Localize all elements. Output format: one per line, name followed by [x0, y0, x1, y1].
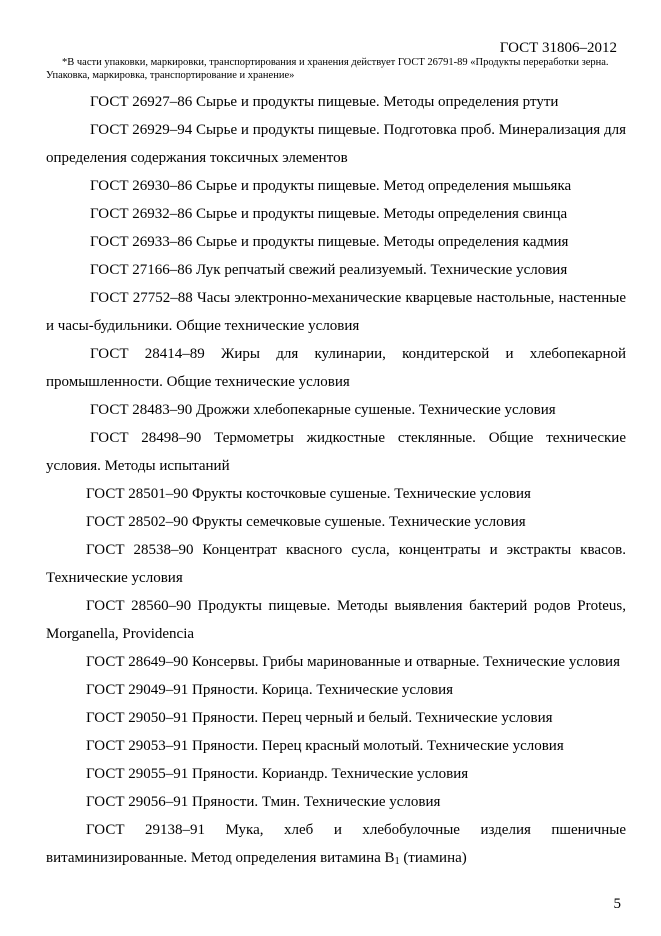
standard-entry: ГОСТ 27166–86 Лук репчатый свежий реализуемый. Технические условия	[90, 262, 568, 278]
standard-entry: ГОСТ 26930–86 Сырье и продукты пищевые. Метод определения мышьяка	[90, 178, 572, 194]
document-code-header: ГОСТ 31806–2012	[499, 40, 617, 56]
standard-entry: ГОСТ 28483–90 Дрожжи хлебопекарные сушеные. Технические условия	[90, 402, 556, 418]
standard-entry: ГОСТ 29050–91 Пряности. Перец черный и белый. Технические условия	[86, 710, 553, 726]
standard-entry: ГОСТ 29056–91 Пряности. Тмин. Технические условия	[86, 794, 441, 810]
standard-entry-suffix: (тиамина)	[399, 850, 467, 866]
standard-entry: ГОСТ 29053–91 Пряности. Перец красный молотый. Технические условия	[86, 738, 564, 754]
standard-entry-last	[46, 816, 626, 872]
footnote: *В части упаковки, маркировки, транспортирования и хранения действует ГОСТ 26791-89 «Продукты переработки зерна. Упаковка, маркировка, транспортирование и хранение»	[46, 57, 609, 81]
standard-entry: ГОСТ 28502–90 Фрукты семечковые сушеные. Технические условия	[86, 514, 526, 530]
standard-entry: ГОСТ 28649–90 Консервы. Грибы маринованные и отварные. Технические условия	[86, 654, 620, 670]
standard-entry: ГОСТ 26929–94 Сырье и продукты пищевые. Подготовка проб. Минерализация для определения содержания токсичных элементов	[46, 122, 626, 166]
standard-entry: ГОСТ 29055–91 Пряности. Кориандр. Технические условия	[86, 766, 469, 782]
standard-entry: ГОСТ 28498–90 Термометры жидкостные стеклянные. Общие технические условия. Методы испытаний	[46, 430, 626, 474]
standard-entry: ГОСТ 28414–89 Жиры для кулинарии, кондитерской и хлебопекарной промышленности. Общие технические условия	[46, 346, 626, 390]
page-number: 5	[613, 896, 621, 912]
standard-entry: ГОСТ 26933–86 Сырье и продукты пищевые. Методы определения кадмия	[90, 234, 569, 250]
standard-entry: ГОСТ 28538–90 Концентрат квасного сусла, концентраты и экстракты квасов. Технические условия	[46, 542, 626, 586]
standards-list	[46, 88, 626, 872]
standard-entry-text: ГОСТ 29138–91 Мука, хлеб и хлебобулочные изделия пшеничные витаминизированные. Метод определения витамина B	[46, 822, 626, 866]
vitamin-subscript: 1	[394, 856, 400, 867]
standard-entry: ГОСТ 28560–90 Продукты пищевые. Методы выявления бактерий родов Proteus, Morganella, Providencia	[46, 598, 626, 642]
standard-entry: ГОСТ 26927–86 Сырье и продукты пищевые. Методы определения ртути	[90, 94, 559, 110]
standard-entry: ГОСТ 28501–90 Фрукты косточковые сушеные. Технические условия	[86, 486, 531, 502]
standard-entry: ГОСТ 29049–91 Пряности. Корица. Технические условия	[86, 682, 454, 698]
standard-entry: ГОСТ 26932–86 Сырье и продукты пищевые. Методы определения свинца	[90, 206, 568, 222]
standard-entry: ГОСТ 27752–88 Часы электронно-механические кварцевые настольные, настенные и часы-будильники. Общие технические условия	[46, 290, 626, 334]
